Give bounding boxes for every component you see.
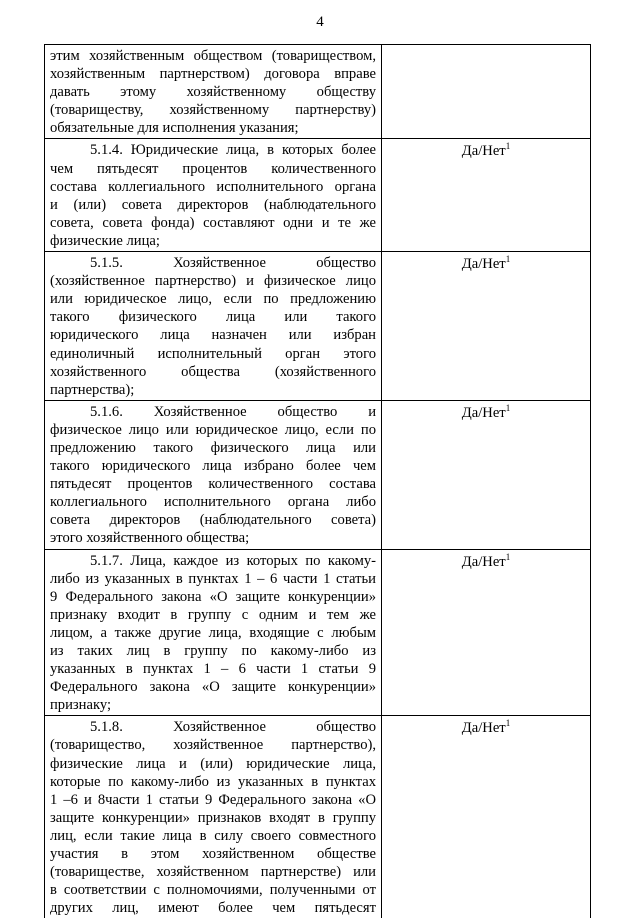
footnote-marker: 1 (505, 254, 511, 265)
text-line: 5.1.7. Лица, каждое из которых по какому- (90, 552, 376, 569)
text-line: (товариществу, хозяйственному партнерству) (50, 102, 376, 119)
text-line: 9 Федерального закона «О защите конкуренции» (50, 588, 376, 605)
text-line: совета, совета фонда) составляют одни и те же (50, 214, 376, 231)
answer-cell (382, 549, 591, 716)
text-line: партнерства); (50, 381, 135, 398)
text-line: участия в этом хозяйственном обществе (50, 846, 376, 863)
table-row (45, 45, 591, 139)
text-line: единоличный исполнительный орган этого (50, 345, 376, 362)
text-line: этим хозяйственным обществом (товариществом, (50, 48, 376, 64)
text-line: коллегиального исполнительного органа либо (50, 494, 376, 511)
text-line: пятьдесят процентов количественного состава (50, 476, 376, 493)
text-line: такого физического лица или такого (50, 309, 376, 326)
text-line: чем пятьдесят процентов количественного (50, 160, 376, 177)
text-line: юридического лица назначен или избран (50, 327, 376, 344)
text-line: 5.1.4. Юридические лица, в которых более (90, 142, 376, 159)
answer-cell (382, 45, 591, 139)
text-line: этого хозяйственного общества; (50, 530, 250, 547)
answer-cell (382, 139, 591, 252)
text-line: признаку; (50, 697, 112, 714)
answer-cell (382, 716, 591, 918)
criterion-text (45, 400, 382, 549)
footnote-marker: 1 (505, 551, 511, 562)
criterion-text (45, 252, 382, 401)
text-line: 1 –6 и 8части 1 статьи 9 Федерального закона «О (50, 791, 376, 808)
footnote-marker: 1 (505, 141, 511, 152)
text-line: указанных в пунктах 1 – 6 части 1 статьи 9 (50, 661, 376, 678)
text-line: такого юридического лица избрано более чем (50, 458, 376, 475)
text-line: из таких лиц в группу по какому-либо из (50, 643, 376, 659)
text-line: которые по какому-либо из указанных в пунктах (50, 773, 376, 790)
text-line: физические лица и (или) юридические лица, (50, 755, 376, 772)
text-line: или юридическое лицо, если по предложению (50, 291, 376, 308)
answer-cell (382, 400, 591, 549)
text-line: 5.1.5. Хозяйственное общество (90, 255, 376, 272)
text-line: признаку входит в группу с одним и тем же (50, 606, 376, 623)
criterion-text (45, 549, 382, 716)
table-row (45, 139, 591, 252)
text-line: обязательные для исполнения указания; (50, 120, 299, 137)
text-line: (товариществе, хозяйственном партнерстве) или (50, 864, 376, 881)
text-line: 5.1.8. Хозяйственное общество (90, 719, 376, 736)
text-line: Федерального закона «О защите конкуренции» (50, 679, 376, 696)
table-row (45, 549, 591, 716)
text-line: других лиц, имеют более чем пятьдесят (50, 900, 376, 917)
table-row (45, 400, 591, 549)
text-line: в соответствии с полномочиями, полученными от (50, 882, 376, 899)
answer-text: Да/Нет (461, 143, 506, 160)
text-line: лицом, а также другие лица, входящие с любым (50, 624, 376, 641)
text-line: (товарищество, хозяйственное партнерство), (50, 737, 376, 754)
text-line: предложению такого физического лица или (50, 439, 376, 456)
text-line: хозяйственным партнерством) договора вправе (50, 66, 376, 83)
footnote-marker: 1 (505, 402, 511, 413)
text-line: защите конкуренции» признаков входят в группу (50, 809, 376, 826)
answer-text: Да/Нет (461, 720, 506, 737)
criterion-text (45, 139, 382, 252)
text-line: физическое лицо или юридическое лицо, если по (50, 421, 376, 438)
text-line: 5.1.6. Хозяйственное общество и (90, 403, 376, 420)
page-number: 4 (316, 14, 324, 30)
answer-text: Да/Нет (461, 553, 506, 570)
text-line: состава коллегиального исполнительного органа (50, 178, 376, 195)
answer-text: Да/Нет (461, 256, 506, 273)
text-line: (хозяйственное партнерство) и физическое лицо (50, 273, 376, 290)
text-line: либо из указанных в пунктах 1 – 6 части 1 статьи (50, 570, 376, 587)
criterion-text (45, 45, 382, 139)
text-line: давать этому хозяйственному обществу (50, 84, 376, 101)
text-line: лиц, если такие лица в силу своего совместного (50, 827, 376, 844)
table-row (45, 716, 591, 918)
text-line: физические лица; (50, 232, 160, 249)
text-line: хозяйственного общества (хозяйственного (50, 363, 376, 380)
answer-text: Да/Нет (461, 404, 506, 421)
answer-cell (382, 252, 591, 401)
text-line: и (или) совета директоров (наблюдательного (50, 196, 376, 213)
text-line: совета директоров (наблюдательного совета) (50, 512, 376, 529)
criterion-text (45, 716, 382, 918)
footnote-marker: 1 (505, 718, 511, 729)
table-row (45, 252, 591, 401)
criteria-table (44, 44, 591, 918)
